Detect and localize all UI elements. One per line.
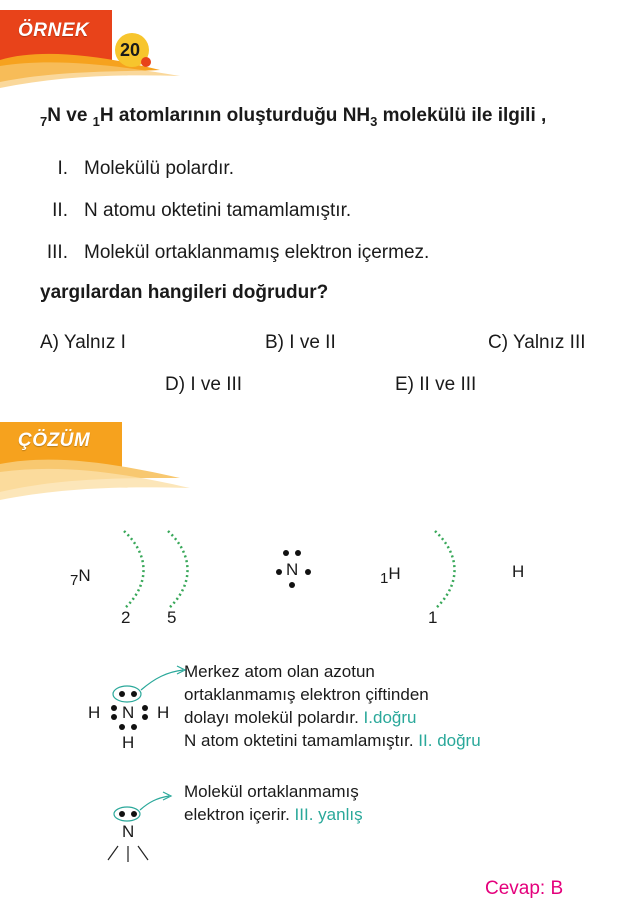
question-prompt: yargılardan hangileri doğrudur? [40,282,329,303]
nh3-lone-pair-dot [119,691,125,697]
option-b[interactable]: B) I ve II [265,332,336,353]
question-text: $_7$N ve $_1$H atomlarının oluşturduğu $NH_3$ molekülü ile ilgili , [40,105,547,129]
n-shell-2-count: 5 [167,608,177,627]
answer-label: Cevap: B [485,878,564,899]
explanation-block-2: Molekül ortaklanmamış elektron içerir. III. yanlış [184,782,363,824]
statement-2-verdict: II. doğru [418,731,481,750]
nh3-bond-dot [142,705,148,711]
n-symbol: N [47,105,61,126]
bottom-bonds [104,840,154,870]
bottom-lone-pair-dot [131,811,137,817]
n-lewis-dot [295,550,301,556]
n-lewis-dot [289,582,295,588]
statement-1-verdict: I.doğru [363,708,417,727]
n-lewis-symbol: N [286,560,299,579]
h-atomic-number: 1 [92,114,100,129]
n-electron-shells [110,525,210,615]
nh3-left-h: H [88,703,101,722]
nh3-bond-dot [131,724,137,730]
statement-3-verdict: III. yanlış [294,805,363,824]
explanation-block-1: Merkez atom olan azotun ortaklanmamış elektron çiftinden dolayı molekül polardır. I.doğru N atom oktetini tamamlamıştır. II. doğru [184,662,481,750]
h-shell-count: 1 [428,608,438,627]
option-a[interactable]: A) Yalnız I [40,332,126,353]
h-lewis-symbol: H [512,562,525,581]
example-number: 20 [120,40,141,60]
n-shell-1-count: 2 [121,608,131,627]
bottom-lone-pair-highlight [105,790,185,830]
nh3-center-n: N [122,703,135,722]
diagram-h-atom: $_1$H [380,564,401,587]
nh3-bond-dot [119,724,125,730]
nh3-lone-pair-dot [131,691,137,697]
h-electron-shell [425,525,475,615]
nh3-right-h: H [157,703,170,722]
h-symbol: H [99,105,114,126]
nh3-bond-dot [111,705,117,711]
nh3-bottom-h: H [122,733,135,752]
diagram-n-atom: $_7$N [70,566,91,589]
n-lewis-dot [276,569,282,575]
nh3-bond-dot [111,714,117,720]
option-e[interactable]: E) II ve III [395,374,477,395]
example-banner [0,0,200,95]
n-lewis-dot [283,550,289,556]
option-c[interactable]: C) Yalnız III [488,332,586,353]
bottom-lone-pair-dot [119,811,125,817]
bottom-n-symbol: N [122,822,135,841]
n-atomic-number: 7 [40,114,48,129]
example-label: ÖRNEK [18,20,90,41]
solution-label: ÇÖZÜM [18,430,91,451]
n-lewis-dot [305,569,311,575]
nh3-bond-dot [142,714,148,720]
option-d[interactable]: D) I ve III [165,374,243,395]
